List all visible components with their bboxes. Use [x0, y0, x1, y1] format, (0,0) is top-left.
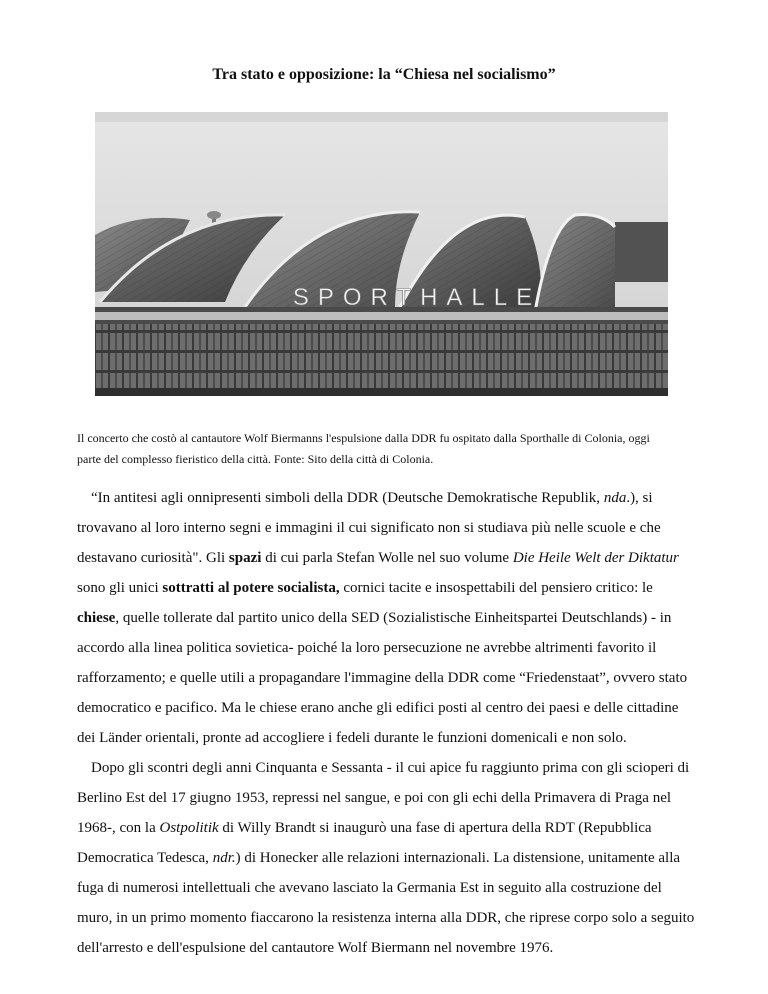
caption-line-1: Il concerto che costò al cantautore Wolf Biermanns l'espulsione dalla DDR fu ospitato dalla Sporthalle di Colonia, oggi — [77, 431, 650, 445]
document-title: Tra stato e opposizione: la “Chiesa nel socialismo” — [212, 66, 556, 83]
photo-caption — [77, 428, 717, 470]
caption-line-2: parte del complesso fieristico della città. Fonte: Sito della città di Colonia. — [77, 452, 434, 466]
paragraph-1: “In antitesi agli onnipresenti simboli della DDR (Deutsche Demokratische Republik, nda.), si trovavano al loro interno segni e immagini il cui significato non si studiava più nelle scuole e che destavano curiosità". Gli spazi di cui parla Stefan Wolle nel suo volume Die Heile Welt der Diktatur sono gli unici sottratti al potere socialista, cornici tacite e insospettabili del pensiero critico: le chiese, quelle tollerate dal partito unico della SED (Sozialistische Einheitspartei Deutschlands) - in accordo alla linea politica sovietica- poiché la loro persecuzione ne avrebbe altrimenti favorito il rafforzamento; e quelle utili a propagandare l'immagine della DDR come “Friedenstaat”, ovvero stato democratico e pacifico. Ma le chiese erano anche gli edifici posti al centro dei paesi e delle cittadine dei Länder orientali, pronte ad accogliere i fedeli durante le funzioni domenicali e non solo. — [77, 490, 688, 746]
article-body — [77, 483, 697, 963]
paragraph-2: Dopo gli scontri degli anni Cinquanta e Sessanta - il cui apice fu raggiunto prima con gli scioperi di Berlino Est del 17 giugno 1953, repressi nel sangue, e poi con gli echi della Primavera di Praga nel 1968-, con la Ostpolitik di Willy Brandt si inaugurò una fase di apertura della RDT (Repubblica Democratica Tedesca, ndr.) di Honecker alle relazioni internazionali. La distensione, unitamente alla fuga di numerosi intellettuali che avevano lasciato la Germania Est in seguito alla costruzione del muro, in un primo momento fiaccarono la resistenza interna alla DDR, che riprese corpo solo a seguito dell'arresto e dell'espulsione del cantautore Wolf Biermann nel novembre 1976. — [77, 760, 695, 956]
sporthalle-sign: SPORTHALLE — [292, 284, 542, 311]
sporthalle-photo — [95, 112, 668, 396]
